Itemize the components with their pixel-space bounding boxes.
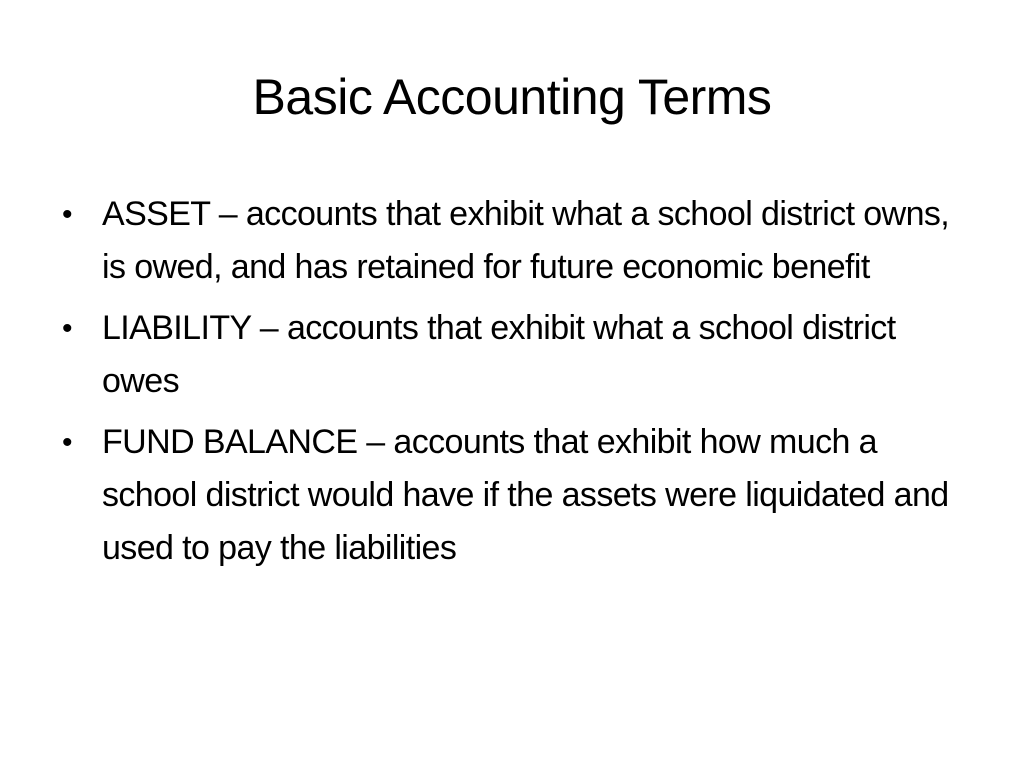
bullet-text: LIABILITY – accounts that exhibit what a school district owes bbox=[102, 309, 896, 400]
bullet-list bbox=[62, 188, 972, 583]
bullet-item-fund-balance bbox=[62, 416, 972, 575]
bullet-dot-icon: • bbox=[62, 312, 72, 345]
bullet-item-liability bbox=[62, 302, 972, 408]
bullet-item-asset bbox=[62, 188, 972, 294]
bullet-text: FUND BALANCE – accounts that exhibit how much a school district would have if the assets were liquidated and used to pay the liabilities bbox=[102, 423, 949, 567]
bullet-text: ASSET – accounts that exhibit what a school district owns, is owed, and has retained for future economic benefit bbox=[102, 195, 950, 286]
bullet-dot-icon: • bbox=[62, 426, 72, 459]
bullet-dot-icon: • bbox=[62, 198, 72, 231]
slide-title: Basic Accounting Terms bbox=[252, 69, 772, 125]
